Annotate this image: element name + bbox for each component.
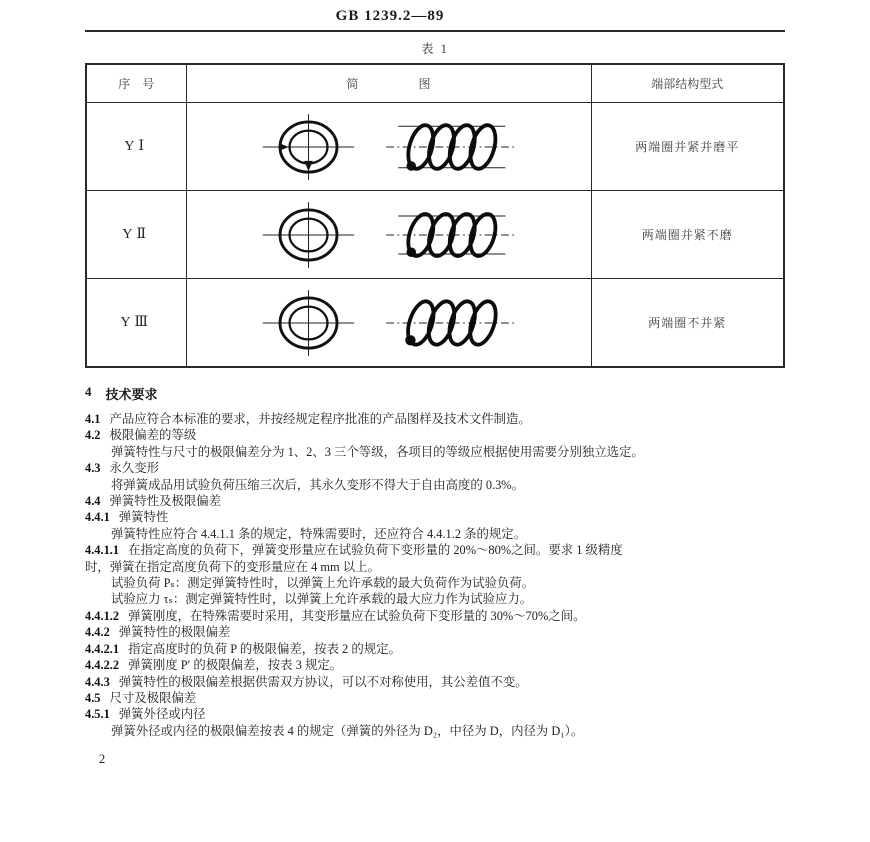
paragraph-line bbox=[85, 591, 785, 607]
table-header-row bbox=[86, 64, 784, 103]
paragraph-number: 4.4.2.1 bbox=[85, 641, 120, 656]
paragraph-text: 在指定高度的负荷下，弹簧变形量应在试验负荷下变形量的 20%～80%之间。要求 1 级精度 bbox=[128, 543, 623, 558]
paragraph-text: 弹簧外径或内径的极限偏差按表 4 的规定（弹簧的外径为 D₂，中径为 D，内径为 D₁）。 bbox=[111, 723, 584, 738]
paragraph-number: 4.3 bbox=[85, 461, 101, 476]
paragraph-text: 永久变形 bbox=[109, 461, 160, 476]
column-header-end-structure: 端部结构型式 bbox=[591, 64, 784, 103]
paragraph-line bbox=[85, 608, 785, 624]
paragraph-text: 弹簧特性与尺寸的极限偏差分为 1、2、3 三个等级，各项目的等级应根据使用需要分别独立选定。 bbox=[111, 444, 644, 459]
spring-side-view-icon bbox=[386, 109, 516, 185]
spring-end-view-icon bbox=[261, 110, 356, 184]
paragraph-number: 4.4.2 bbox=[85, 625, 110, 640]
paragraph-number: 4.4.1.2 bbox=[85, 608, 120, 623]
paragraph-line bbox=[85, 477, 785, 493]
paragraph-text: 弹簧刚度，在特殊需要时采用，其变形量应在试验负荷下变形量的 30%～70%之间。 bbox=[128, 608, 586, 623]
paragraph-text: 尺寸及极限偏差 bbox=[109, 690, 197, 705]
paragraph-number: 4.4.1 bbox=[85, 510, 110, 525]
diagram-cell bbox=[186, 279, 591, 368]
end-structure-label: 两端圈并紧并磨平 bbox=[591, 103, 784, 191]
table-row bbox=[86, 103, 784, 191]
diagram-cell bbox=[186, 103, 591, 191]
paragraph-line bbox=[85, 559, 785, 575]
page-content bbox=[85, 6, 785, 767]
paragraph-number: 4.4.2.2 bbox=[85, 658, 120, 673]
paragraph-line bbox=[85, 674, 785, 690]
paragraph-line bbox=[85, 509, 785, 525]
end-structure-label: 两端圈并紧不磨 bbox=[591, 191, 784, 279]
paragraph-line bbox=[85, 411, 785, 427]
section-heading bbox=[85, 384, 785, 403]
paragraph-text: 指定高度时的负荷 P 的极限偏差，按表 2 的规定。 bbox=[128, 641, 401, 656]
paragraph-line bbox=[85, 723, 785, 739]
paragraph-text: 弹簧外径或内径 bbox=[118, 707, 206, 722]
end-structure-label: 两端圈不并紧 bbox=[591, 279, 784, 368]
paragraph-text: 试验负荷 Pₛ：测定弹簧特性时，以弹簧上允许承载的最大负荷作为试验负荷。 bbox=[111, 576, 535, 591]
column-header-diagram: 简 图 bbox=[186, 64, 591, 103]
paragraph-line bbox=[85, 444, 785, 460]
paragraph-number: 4.4 bbox=[85, 494, 101, 509]
paragraph-text: 将弹簧成品用试验负荷压缩三次后，其永久变形不得大于自由高度的 0.3%。 bbox=[111, 477, 525, 492]
paragraph-text: 弹簧特性应符合 4.4.1.1 条的规定，特殊需要时，还应符合 4.4.1.2 条的规定。 bbox=[111, 526, 527, 541]
table-row bbox=[86, 279, 784, 368]
paragraph-number: 4.1 bbox=[85, 412, 101, 426]
paragraph-line bbox=[85, 526, 785, 542]
paragraph-number: 4.4.3 bbox=[85, 674, 110, 689]
paragraph-text: 弹簧特性及极限偏差 bbox=[109, 494, 222, 509]
paragraph-text: 弹簧特性 bbox=[118, 510, 169, 525]
paragraph-line bbox=[85, 706, 785, 722]
serial-label: YⅢ bbox=[86, 279, 186, 368]
paragraph-number: 4.4.1.1 bbox=[85, 543, 120, 558]
paragraph-line bbox=[85, 624, 785, 640]
spring-side-view-icon bbox=[386, 197, 516, 273]
section-number: 4 bbox=[85, 384, 92, 399]
serial-label: YⅡ bbox=[86, 191, 186, 279]
table-row bbox=[86, 191, 784, 279]
doc-number: GB 1239.2—89 bbox=[335, 8, 445, 24]
paragraph-line bbox=[85, 657, 785, 673]
serial-label: YⅠ bbox=[86, 103, 186, 191]
spring-side-view-icon bbox=[386, 285, 516, 361]
table-caption: 表 1 bbox=[421, 42, 449, 56]
paragraph-line bbox=[85, 493, 785, 509]
paragraph-line bbox=[85, 460, 785, 476]
paragraph-line bbox=[85, 575, 785, 591]
paragraph-number: 4.5 bbox=[85, 690, 101, 705]
paragraph-text: 产品应符合本标准的要求，并按经规定程序批准的产品图样及技术文件制造。 bbox=[109, 412, 531, 426]
paragraph-text: 试验应力 τₛ：测定弹簧特性时，以弹簧上允许承载的最大应力作为试验应力。 bbox=[111, 592, 533, 607]
paragraph-line bbox=[85, 641, 785, 657]
paragraph-text: 弹簧特性的极限偏差 bbox=[118, 625, 231, 640]
section-title: 技术要求 bbox=[105, 387, 158, 402]
paragraph-line bbox=[85, 427, 785, 443]
spring-end-types-table bbox=[85, 63, 785, 368]
paragraph-line bbox=[85, 542, 785, 558]
body-text bbox=[85, 411, 785, 739]
column-header-serial: 序 号 bbox=[86, 64, 186, 103]
paragraph-text: 弹簧刚度 P′ 的极限偏差，按表 3 规定。 bbox=[128, 658, 343, 673]
paragraph-line bbox=[85, 690, 785, 706]
diagram-cell bbox=[186, 191, 591, 279]
paragraph-number: 4.5.1 bbox=[85, 707, 110, 722]
spring-end-view-icon bbox=[261, 286, 356, 360]
page-number: 2 bbox=[99, 752, 106, 767]
paragraph-text: 时，弹簧在指定高度负荷下的变形量应在 4 mm 以上。 bbox=[85, 559, 380, 574]
spring-end-view-icon bbox=[261, 198, 356, 272]
paragraph-text: 弹簧特性的极限偏差根据供需双方协议，可以不对称使用，其公差值不变。 bbox=[118, 674, 528, 689]
paragraph-number: 4.2 bbox=[85, 428, 101, 443]
paragraph-text: 极限偏差的等级 bbox=[109, 428, 197, 443]
